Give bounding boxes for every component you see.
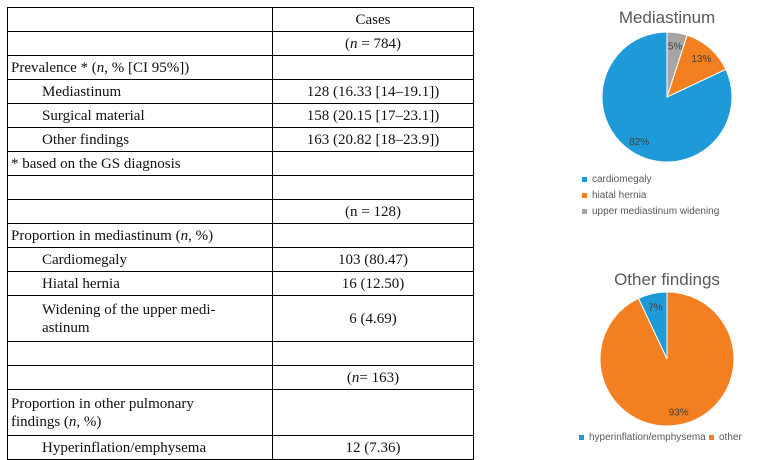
chart-title: Other findings (614, 270, 720, 289)
table-cell: (n = 784) (273, 32, 474, 56)
legend-swatch (582, 177, 587, 182)
row-label: Other findings (8, 128, 273, 152)
data-label: 93% (668, 407, 689, 419)
table-row (8, 176, 474, 200)
table-row (8, 56, 474, 80)
legend-label: cardiomegaly (592, 174, 652, 185)
data-label: 13% (691, 53, 712, 65)
table-cell (273, 56, 474, 80)
row-label: Hiatal hernia (8, 272, 273, 296)
legend-label: hyperinflation/emphysema (589, 432, 706, 443)
row-label: Widening of the upper medi- astinum (8, 296, 273, 342)
table-cell (8, 32, 273, 56)
table-cell (8, 366, 273, 390)
table-row (8, 272, 474, 296)
row-value: 6 (4.69) (273, 296, 474, 342)
legend-item (579, 432, 706, 443)
row-value: 12 (7.36) (273, 436, 474, 460)
legend-item (582, 190, 646, 201)
row-value: 128 (16.33 [14–19.1]) (273, 80, 474, 104)
table-cell (8, 8, 273, 32)
other-findings-pie-chart (567, 262, 779, 452)
table-row (8, 248, 474, 272)
row-value: (n = 128) (273, 200, 474, 224)
table-row (8, 152, 474, 176)
data-label: 82% (629, 136, 650, 148)
table-cell (273, 342, 474, 366)
row-label-proportion-other: Proportion in other pulmonary findings (n, %) (8, 390, 273, 436)
row-label: Mediastinum (8, 80, 273, 104)
table-cell (8, 342, 273, 366)
legend-label: other (719, 432, 742, 443)
legend-item (582, 174, 651, 185)
pie-slice-other (600, 292, 734, 426)
legend-swatch (709, 435, 714, 440)
table-row (8, 32, 474, 56)
data-label: 7% (648, 302, 663, 314)
data-label: 5% (667, 41, 683, 53)
table-cell (273, 152, 474, 176)
row-label: Surgical material (8, 104, 273, 128)
table-row (8, 436, 474, 460)
row-label-prevalence: Prevalence * (n, % [CI 95%]) (8, 56, 273, 80)
table-cell (273, 390, 474, 436)
column-header-cases: Cases (273, 8, 474, 32)
row-value: 16 (12.50) (273, 272, 474, 296)
table-row (8, 104, 474, 128)
row-label-proportion-mediastinum: Proportion in mediastinum (n, %) (8, 224, 273, 248)
table-cell (8, 200, 273, 224)
table-row (8, 366, 474, 390)
table-cell (273, 224, 474, 248)
row-label: Hyperinflation/emphysema (8, 436, 273, 460)
table-row (8, 80, 474, 104)
table-cell: (n= 163) (273, 366, 474, 390)
table-header-row (8, 8, 474, 32)
footnote: * based on the GS diagnosis (8, 152, 273, 176)
row-value: 158 (20.15 [17–23.1]) (273, 104, 474, 128)
table-cell (273, 176, 474, 200)
mediastinum-pie-chart (567, 0, 779, 230)
table-row (8, 128, 474, 152)
legend-item (582, 206, 719, 217)
table-cell (8, 176, 273, 200)
table-row (8, 224, 474, 248)
row-label: Cardiomegaly (8, 248, 273, 272)
chart-title: Mediastinum (618, 8, 716, 27)
legend-item (709, 432, 742, 443)
results-table (7, 7, 474, 460)
legend-label: upper mediastinum widening (592, 206, 720, 217)
table-row (8, 296, 474, 342)
legend-swatch (579, 435, 584, 440)
row-value: 163 (20.82 [18–23.9]) (273, 128, 474, 152)
legend-label: hiatal hernia (592, 190, 647, 201)
legend-swatch (582, 193, 587, 198)
table-row (8, 390, 474, 436)
table-row (8, 342, 474, 366)
row-value: 103 (80.47) (273, 248, 474, 272)
table-row (8, 200, 474, 224)
legend-swatch (582, 209, 587, 214)
pie-svg (567, 292, 779, 432)
